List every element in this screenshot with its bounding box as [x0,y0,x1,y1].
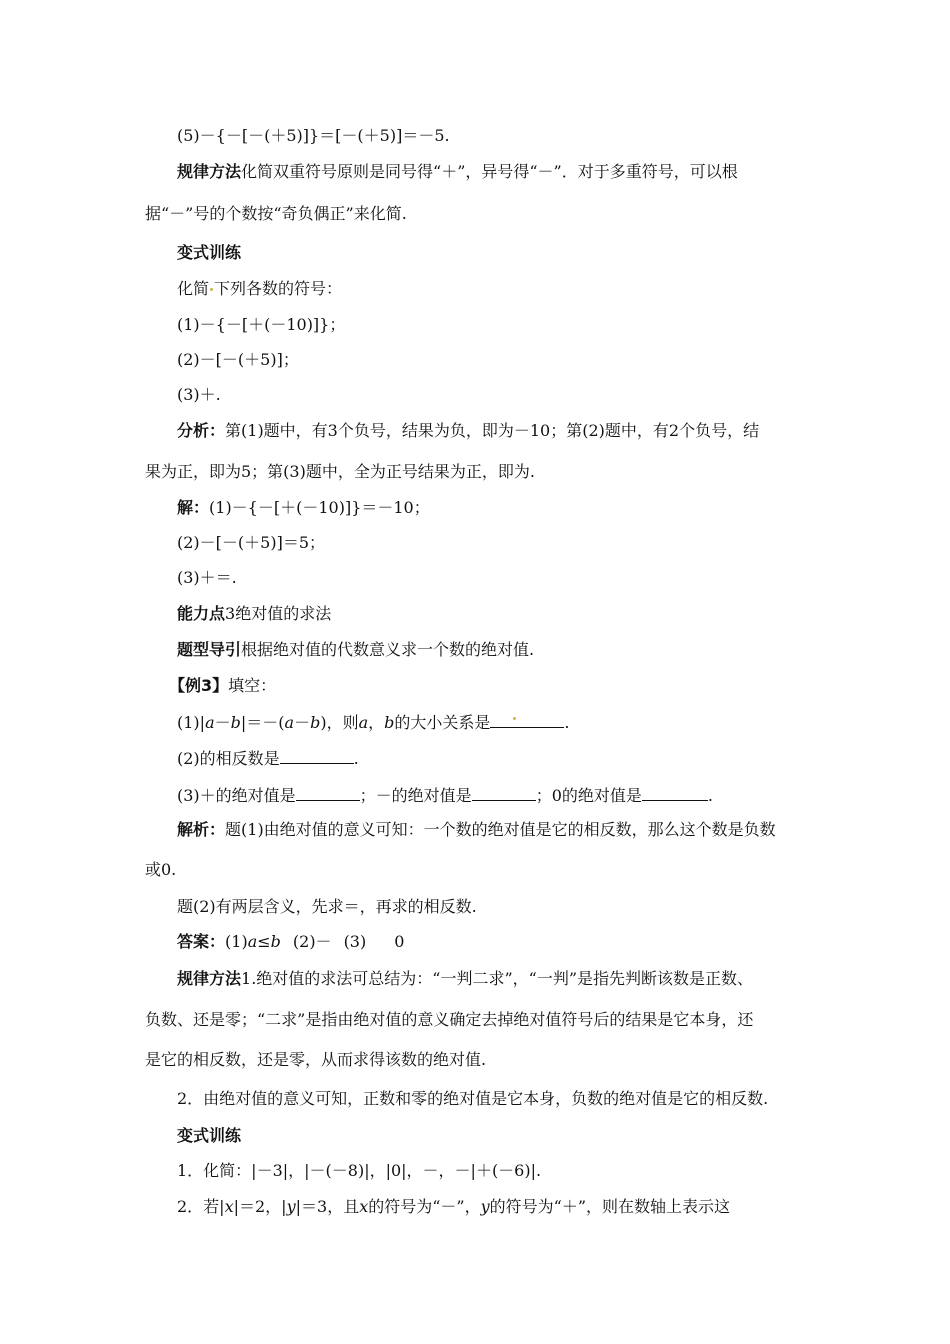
var-a: a [358,713,369,732]
text-line [145,462,535,482]
body-text: 第(1)题中，有3个负号，结果为负，即为－10；第(2)题中，有2个负号，结 [225,421,760,440]
text-line [145,1010,753,1030]
var-a: a [247,932,258,951]
text-line [177,897,477,917]
text-line [177,350,299,370]
answer-blank [280,747,354,764]
section-heading: 变式训练 [177,1126,242,1145]
text-line: 答案：(1)a≤b (2)－ (3) 0 [177,932,405,951]
text-line [177,243,241,263]
body-text: 1．化简：|－3|，|－(－8)|，|0|，－，－|＋(－6)|. [177,1161,542,1180]
text-line [145,204,407,224]
answer-blank [296,784,360,801]
text-line [177,385,221,405]
var-a: a [205,713,215,732]
body-text: 题(1)由绝对值的意义可知：一个数的绝对值是它的相反数，那么这个数是负数 [225,820,776,839]
marker-dot [513,717,516,720]
body-text: 是它的相反数，还是零，从而求得该数的绝对值. [145,1050,487,1069]
bold-heading: 答案： [177,932,226,951]
answer-blank [472,784,536,801]
bold-heading: 规律方法 [177,969,242,988]
formula-text: (2)－[－(＋5)]＝5； [177,533,325,552]
text-line [177,279,342,299]
text-line [177,162,738,182]
text-line: 2．若|x|＝2，|y|＝3，且x的符号为“－”，y的符号为“＋”，则在数轴上表示这 [177,1197,731,1216]
var-x: x [359,1197,369,1216]
text-line [177,126,450,146]
var-b: b [384,713,395,732]
formula-text: (2)－[－(＋5)]； [177,350,299,369]
example-label: 【例3】 [169,676,229,695]
section-heading: 变式训练 [177,243,242,262]
answer-blank [490,711,564,728]
formula-text: (3)＋. [177,385,221,404]
body-text: 2．由绝对值的意义可知，正数和零的绝对值是它本身，负数的绝对值是它的相反数. [177,1089,769,1108]
var-y: y [480,1197,490,1216]
text-line [145,860,176,880]
text-line [177,640,534,660]
text-line [177,315,345,335]
formula-text: (1)－{－[＋(－10)]}＝－10； [209,498,430,517]
var-y: y [286,1197,296,1216]
text-line [177,498,430,518]
bold-heading: 解： [177,498,210,517]
body-text: 果为正，即为5；第(3)题中，全为正号结果为正，即为. [145,462,535,481]
body-text: 题(2)有两层含义，先求＝，再求的相反数. [177,897,477,916]
body-text: 根据绝对值的代数意义求一个数的绝对值. [241,640,535,659]
text-line [177,1089,768,1109]
text-line [177,1161,541,1181]
marker-dot [210,288,213,291]
var-a: a [284,713,295,732]
text-line: (2)的相反数是 . [177,749,359,768]
body-text: 下列各数的符号： [214,279,343,298]
text-line: (1)|a－b|＝－(a－b)，则a，b的大小关系是 . [177,713,570,732]
text-line [177,568,237,588]
bold-heading: 规律方法 [177,162,242,181]
bold-heading: 题型导引 [177,640,242,659]
body-text: 或0. [145,860,177,879]
body-text: 化简双重符号原则是同号得“＋”，异号得“－”．对于多重符号，可以根 [241,162,738,181]
var-b: b [310,713,321,732]
text-line [177,421,759,441]
text-line: (3)＋的绝对值是 ；－的绝对值是 ；0的绝对值是 . [177,786,713,805]
body-text: 1.绝对值的求法可总结为：“一判二求”，“一判”是指先判断该数是正数、 [241,969,754,988]
text-line [177,604,331,624]
var-b: b [230,713,241,732]
text-line [177,969,753,989]
body-text: 化简 [177,279,210,298]
text-line [177,533,325,553]
body-text: 负数、还是零；“二求”是指由绝对值的意义确定去掉绝对值符号后的结果是它本身，还 [145,1010,754,1029]
text-line [169,676,276,696]
text-line [177,820,776,840]
bold-heading: 解析： [177,820,226,839]
var-x: x [224,1197,234,1216]
var-b: b [270,932,281,951]
bold-heading: 能力点 [177,604,226,623]
formula-text: (3)＋＝. [177,568,237,587]
body-text: 据“－”号的个数按“奇负偶正”来化简. [145,204,407,223]
text-line [177,1126,241,1146]
formula-text: (1)－{－[＋(－10)]}； [177,315,346,334]
body-text: 3绝对值的求法 [225,604,332,623]
text-line [145,1050,486,1070]
body-text: 填空： [228,676,277,695]
formula-text: (5)－{－[－(＋5)]}＝[－(＋5)]＝－5. [177,126,450,145]
answer-blank [642,784,708,801]
bold-heading: 分析： [177,421,226,440]
